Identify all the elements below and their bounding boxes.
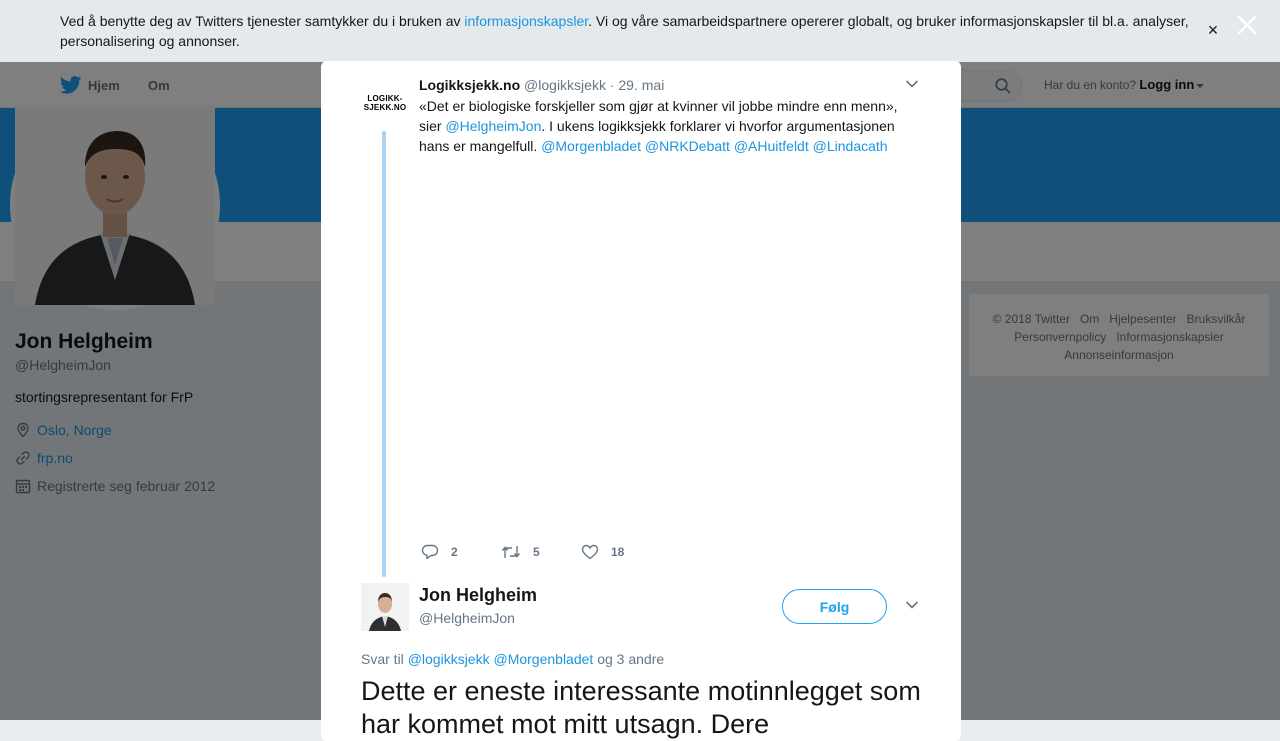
mention-link[interactable]: @HelgheimJon [445, 118, 542, 134]
helgheim-avatar[interactable] [361, 583, 409, 631]
helgheim-photo [361, 583, 409, 631]
close-icon[interactable] [1234, 12, 1260, 38]
cookie-text-part1: Ved å benytte deg av Twitters tjenester samtykker du i bruken av [60, 13, 465, 29]
tweet-permalink-modal [321, 61, 961, 741]
tweet-actions [421, 542, 624, 562]
reply-context [361, 651, 664, 667]
cookie-text [60, 11, 1200, 51]
cookie-link[interactable]: informasjonskapsler [464, 13, 589, 29]
cookie-close-button[interactable]: × [1207, 20, 1219, 40]
retweet-button[interactable] [501, 544, 581, 560]
tweet-header [419, 77, 664, 93]
tweet-date[interactable]: · 29. mai [609, 77, 665, 93]
mention-link[interactable]: @Morgenbladet [493, 651, 594, 667]
tweet-author-name[interactable]: Jon Helgheim [419, 585, 538, 605]
mention-link[interactable]: @AHuitfeldt [733, 138, 809, 154]
reply-prefix: Svar til [361, 651, 408, 667]
chevron-down-icon[interactable] [905, 600, 919, 610]
like-count: 18 [611, 545, 625, 559]
logo-text-line2: SJEKK.NO [363, 103, 407, 112]
tweet-author-handle[interactable]: @logikksjekk [524, 77, 606, 93]
retweet-icon [501, 544, 521, 560]
mention-link[interactable]: @NRKDebatt [644, 138, 730, 154]
mention-link[interactable]: @Morgenbladet [541, 138, 642, 154]
chevron-down-icon[interactable] [905, 79, 919, 89]
tweet-text-part2: . I ukens logikksjekk forklarer vi hvorfor argumentasjonen hans er mangelfull. [419, 118, 895, 154]
logo-text-line1: LOGIKK- [367, 94, 403, 103]
reply-button[interactable] [421, 544, 501, 560]
tweet-text: Dette er eneste interessante motinnlegget som har kommet mot mitt utsagn. Dere [361, 676, 921, 739]
reply-count: 2 [451, 545, 458, 559]
tweet-author-handle[interactable]: @HelgheimJon [419, 610, 515, 626]
reply-icon [421, 544, 439, 560]
tweet-text-part1: «Det er biologiske forskjeller som gjør at kvinner vil jobbe mindre enn menn», sier [419, 98, 898, 134]
mention-link[interactable]: @Lindacath [812, 138, 888, 154]
follow-button[interactable]: Følg [782, 589, 887, 624]
retweet-count: 5 [533, 545, 540, 559]
tweet-author-name[interactable]: Logikksjekk.no [419, 77, 521, 93]
tweet-text [419, 96, 909, 156]
cookie-consent-bar [0, 0, 1280, 62]
mention-link[interactable]: @logikksjekk [407, 651, 490, 667]
heart-icon [581, 544, 599, 560]
thread-connector [382, 131, 386, 577]
logikksjekk-avatar[interactable] [361, 79, 409, 127]
cookie-text-part2: . Vi og våre samarbeidspartnere opererer globalt, og bruker informasjonskapsler til bl.a. analyser, personalisering og annonser. [60, 13, 1189, 49]
like-button[interactable] [581, 544, 624, 560]
reply-suffix: og 3 andre [593, 651, 665, 667]
